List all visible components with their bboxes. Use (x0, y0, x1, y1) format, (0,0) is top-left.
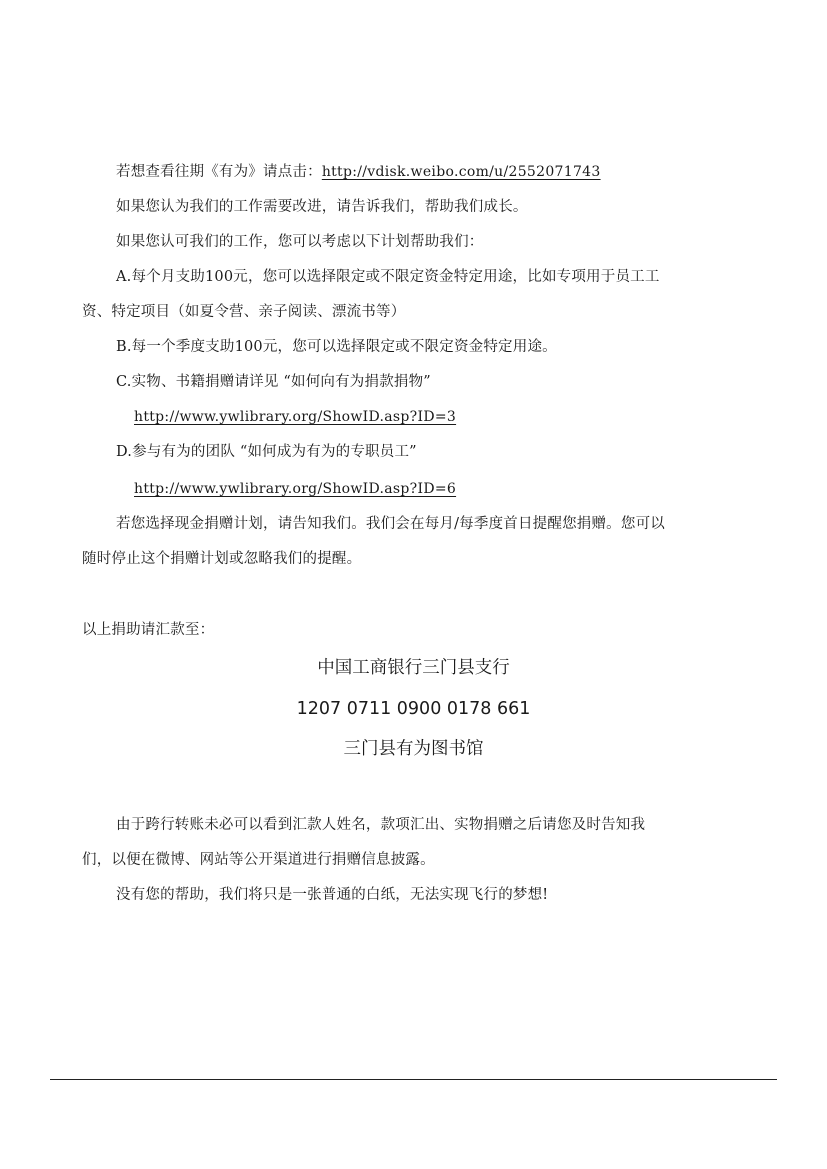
notice-line1: 由于跨行转账未必可以看到汇款人姓名，款项汇出、实物捐赠之后请您及时告知我 (116, 817, 646, 833)
plan-d-line: D.参与有为的团队 “如何成为有为的专职员工” (116, 444, 417, 460)
cash-plan-line2: 随时停止这个捐赠计划或忽略我们的提醒。 (82, 551, 362, 567)
plan-a-line2: 资、特定项目（如夏令营、亲子阅读、漂流书等） (82, 304, 406, 320)
plan-d-link-line (134, 479, 456, 499)
weibo-vdisk-link[interactable]: http://vdisk.weibo.com/u/2552071743 (321, 164, 601, 180)
plan-c-line: C.实物、书籍捐赠请详见 “如何向有为捐款捐物” (116, 374, 431, 390)
plan-c-link-line (134, 407, 456, 427)
plan-b-line: B.每一个季度支助100元，您可以选择限定或不限定资金特定用途。 (116, 339, 557, 355)
improvement-line: 如果您认为我们的工作需要改进，请告诉我们，帮助我们成长。 (116, 199, 528, 215)
staff-info-link[interactable]: http://www.ywlibrary.org/ShowID.asp?ID=6 (134, 481, 457, 497)
bank-name: 中国工商银行三门县支行 (317, 658, 510, 678)
remit-label: 以上捐助请汇款至： (82, 622, 215, 638)
closing-line: 没有您的帮助，我们将只是一张普通的白纸，无法实现飞行的梦想! (116, 887, 549, 903)
account-number: 1207 0711 0900 0178 661 (296, 699, 531, 719)
donation-info-link[interactable]: http://www.ywlibrary.org/ShowID.asp?ID=3 (134, 409, 457, 425)
plan-a-line1: A.每个月支助100元，您可以选择限定或不限定资金特定用途，比如专项用于员工工 (116, 269, 660, 285)
cash-plan-line1: 若您选择现金捐赠计划，请告知我们。我们会在每月/每季度首日提醒您捐赠。您可以 (116, 516, 665, 532)
notice-line2: 们，以便在微博、网站等公开渠道进行捐赠信息披露。 (82, 852, 435, 868)
footer-divider (50, 1079, 777, 1080)
past-issues-line (116, 162, 601, 182)
account-name: 三门县有为图书馆 (343, 739, 484, 759)
past-issues-text: 若想查看往期《有为》请点击： (116, 164, 322, 180)
support-intro-line: 如果您认可我们的工作，您可以考虑以下计划帮助我们： (116, 234, 484, 250)
